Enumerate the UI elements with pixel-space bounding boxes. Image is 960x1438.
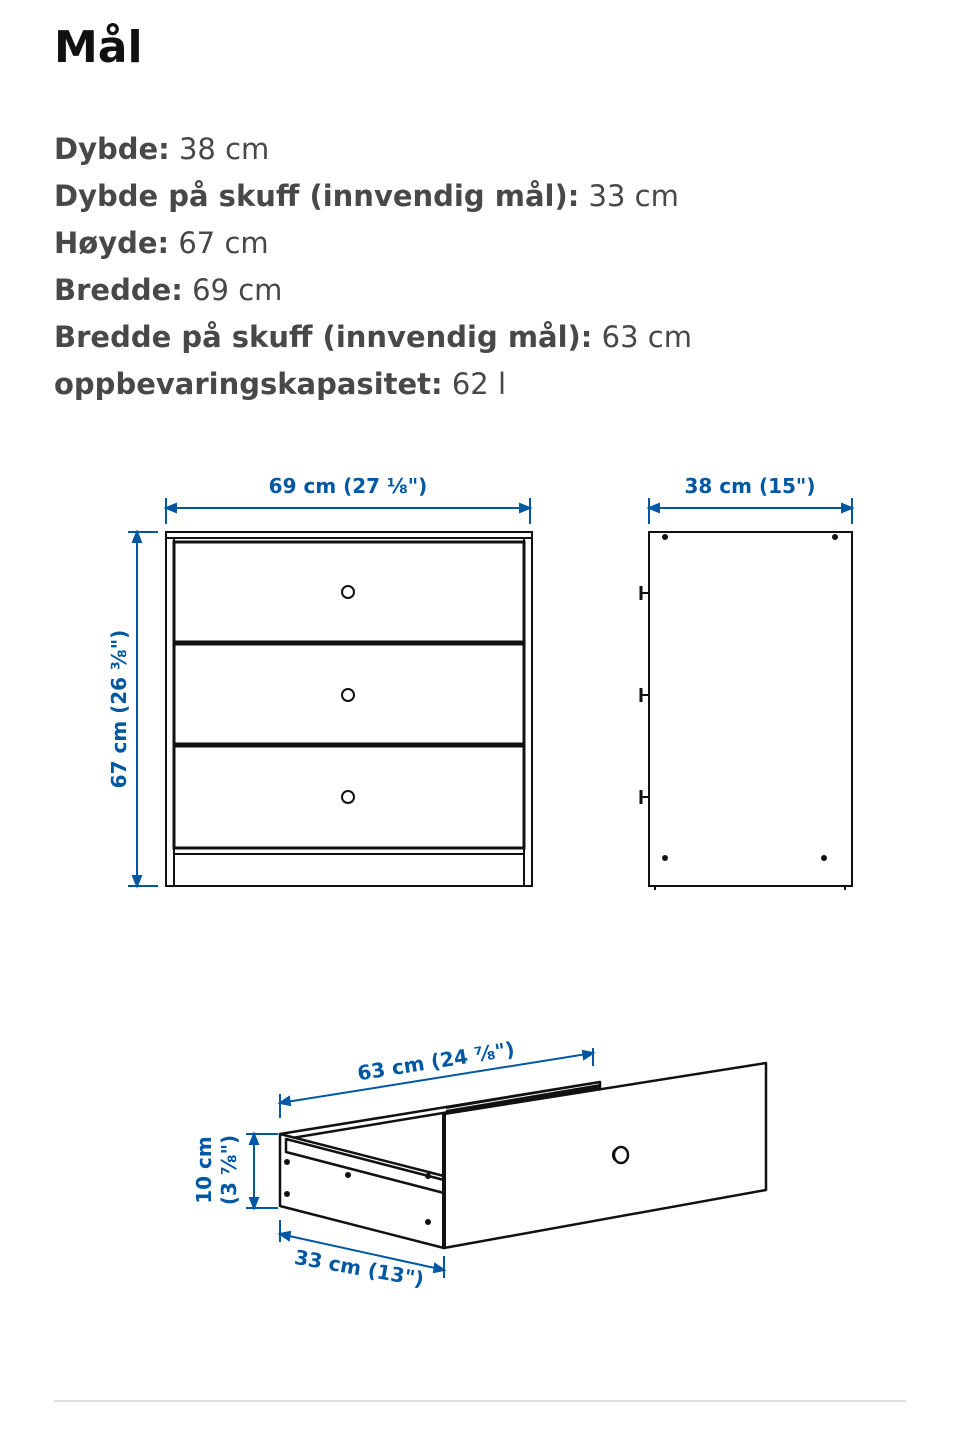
- spec-value: 62 l: [451, 367, 507, 401]
- dimension-spec-list: [54, 126, 692, 408]
- spec-depth: [54, 126, 692, 173]
- spec-value: 69 cm: [192, 273, 283, 307]
- drawer-width-label: 63 cm (24 ⅞"): [355, 1036, 517, 1086]
- spec-label: oppbevaringskapasitet:: [54, 367, 443, 401]
- spec-label: Høyde:: [54, 226, 170, 260]
- front-width-label: 69 cm (27 ⅛"): [268, 474, 428, 498]
- page-title: Mål: [54, 22, 143, 73]
- spec-value: 33 cm: [588, 179, 679, 213]
- spec-drawer-width: [54, 314, 692, 361]
- drawer-diagram: [180, 1030, 780, 1310]
- spec-value: 63 cm: [601, 320, 692, 354]
- drawer-depth-label: 33 cm (13"): [292, 1244, 426, 1292]
- spec-drawer-depth: [54, 173, 692, 220]
- drawer-height-inch-label: (3 ⅞"): [217, 1134, 241, 1206]
- spec-value: 67 cm: [178, 226, 269, 260]
- side-depth-label: 38 cm (15"): [684, 474, 816, 498]
- side-view-diagram: [620, 460, 880, 910]
- spec-storage-capacity: [54, 361, 692, 408]
- spec-height: [54, 220, 692, 267]
- front-view-diagram: [0, 460, 560, 910]
- spec-label: Bredde på skuff (innvendig mål):: [54, 320, 593, 354]
- spec-label: Dybde på skuff (innvendig mål):: [54, 179, 580, 213]
- spec-label: Bredde:: [54, 273, 183, 307]
- spec-width: [54, 267, 692, 314]
- drawer-height-label: 10 cm: [192, 1136, 216, 1204]
- front-height-label: 67 cm (26 ⅜"): [107, 629, 131, 789]
- spec-value: 38 cm: [178, 132, 270, 166]
- section-divider: [54, 1400, 906, 1402]
- spec-label: Dybde:: [54, 132, 170, 166]
